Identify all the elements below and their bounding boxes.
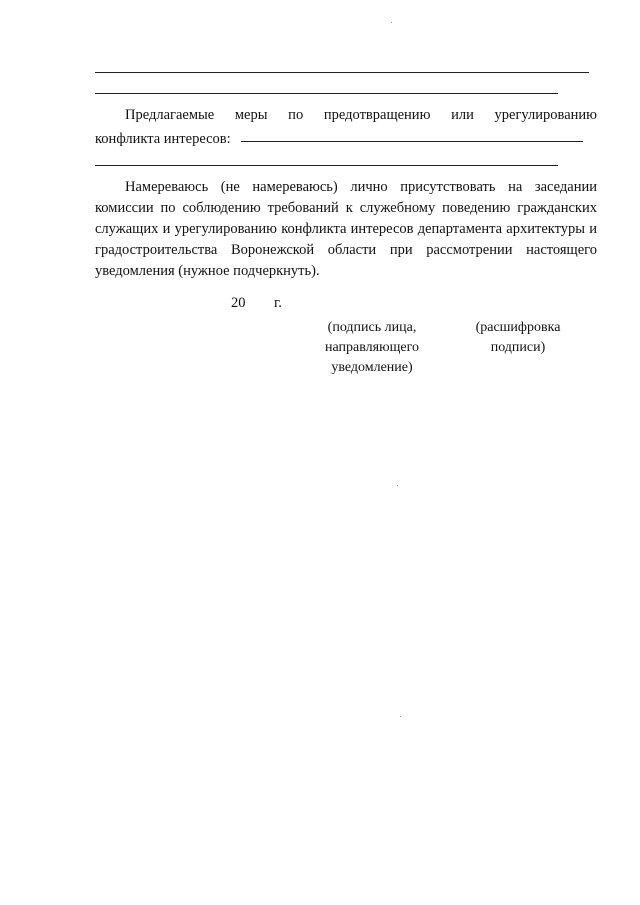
- decryption-caption: (расшифровка подписи): [475, 320, 561, 355]
- blank-line-1: [95, 72, 589, 73]
- scan-speck: [391, 22, 392, 23]
- date-year-prefix: 20: [231, 295, 246, 311]
- intention-paragraph: Намереваюсь (не намереваюсь) лично присутствовать на заседании комиссии по соблюдению требований к служебному поведению гражданских служащих и урегулированию конфликта интересов департамента архитектуры и градостроительства Воронежской области при рассмотрении настоящего уведомления (нужное подчеркнуть).: [95, 179, 597, 279]
- blank-line-2: [95, 93, 558, 94]
- scan-speck: [400, 716, 401, 717]
- proposed-measures-heading: Предлагаемые меры по предотвращению или урегулированию: [125, 107, 597, 123]
- proposed-measures-blank: [241, 141, 583, 142]
- blank-line-3: [95, 165, 558, 166]
- date-year-suffix: г.: [274, 295, 282, 311]
- signature-caption: (подпись лица, направляющего уведомление): [325, 320, 419, 375]
- scan-speck: [397, 485, 398, 486]
- proposed-measures-label: конфликта интересов:: [95, 131, 231, 147]
